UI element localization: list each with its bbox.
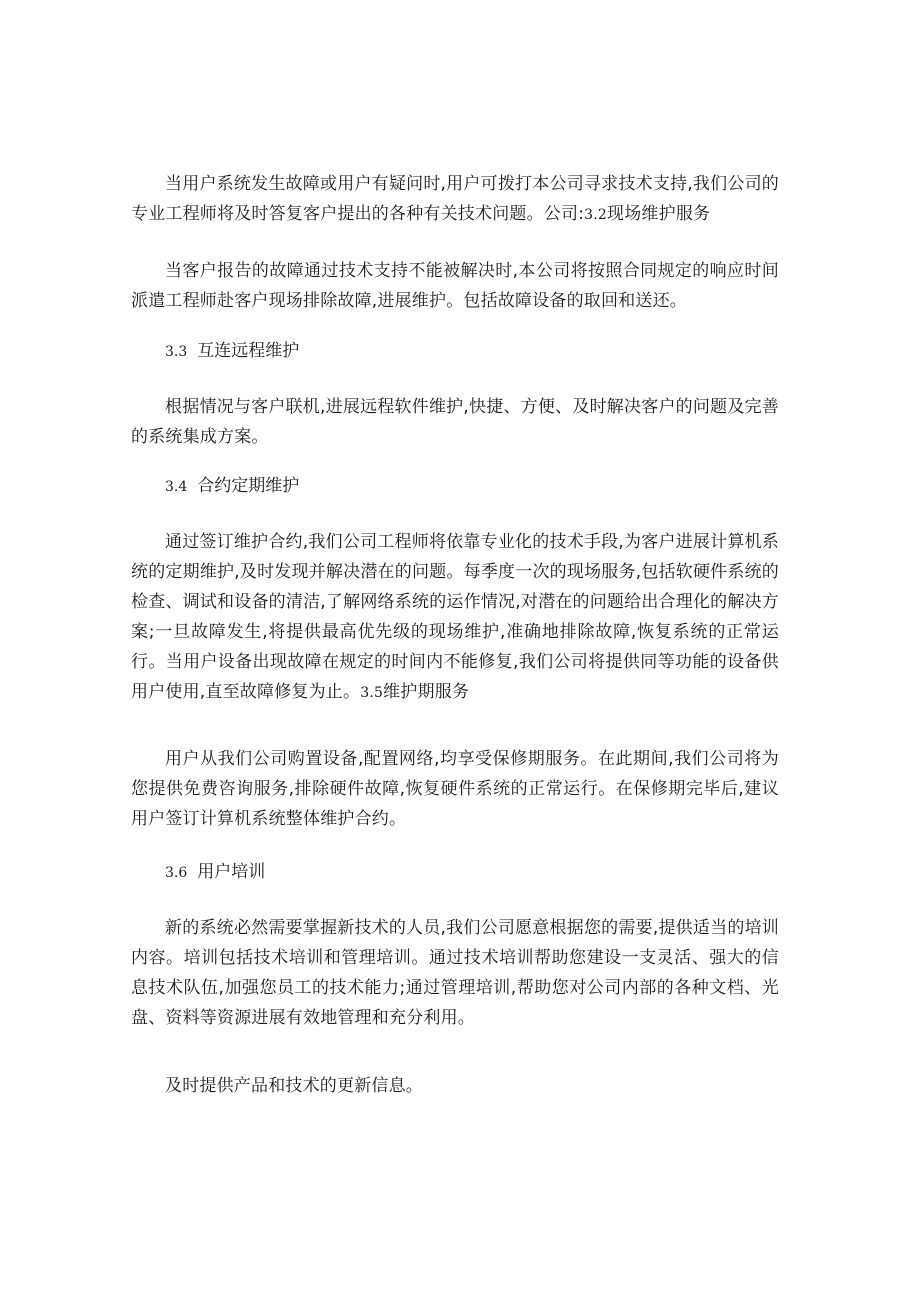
paragraph-onsite-maintenance: [131, 256, 779, 316]
section-number: 3.3: [165, 344, 188, 360]
paragraph-remote-maintenance: [131, 392, 779, 452]
paragraph-user-training: [131, 913, 779, 1033]
paragraph-text: 及时提供产品和技术的更新信息。: [165, 1076, 423, 1096]
section-number: 3.2: [584, 207, 608, 223]
section-heading-3-6: [165, 857, 265, 888]
section-title: 合约定期维护: [197, 476, 300, 496]
section-number: 3.5: [360, 685, 384, 701]
section-heading-3-3: [165, 336, 299, 367]
section-title: 用户培训: [197, 862, 266, 882]
section-title: 现场维护服务: [607, 204, 711, 224]
section-heading-3-4: [165, 471, 299, 502]
paragraph-update-info: [131, 1071, 779, 1101]
section-title: 互连远程维护: [197, 341, 300, 361]
section-number: 3.6: [165, 865, 188, 881]
paragraph-text: 新的系统必然需要掌握新技术的人员,我们公司愿意根据您的需要,提供适当的培训内容。培训包括技术培训和管理培训。通过技术培训帮助您建设一支灵活、强大的信息技术队伍,加强您员工的技术能力;通过管理培训,帮助您对公司内部的各种文档、光盘、资料等资源进展有效地管理和充分利用。: [131, 918, 779, 1028]
paragraph-technical-support: [131, 169, 779, 230]
paragraph-contract-maintenance: [131, 527, 779, 708]
paragraph-text: 用户从我们公司购置设备,配置网络,均享受保修期服务。在此期间,我们公司将为您提供免费咨询服务,排除硬件故障,恢复硬件系统的正常运行。在保修期完毕后,建议用户签订计算机系统整体维护合约。: [131, 749, 779, 829]
paragraph-text: 根据情况与客户联机,进展远程软件维护,快捷、方便、及时解决客户的问题及完善的系统集成方案。: [131, 397, 779, 447]
paragraph-text: 当用户系统发生故障或用户有疑问时,用户可拨打本公司寻求技术支持,我们公司的专业工程师将及时答复客户提出的各种有关技术问题。公司:: [131, 174, 779, 224]
section-number: 3.4: [165, 479, 188, 495]
section-title: 维护期服务: [383, 682, 470, 702]
paragraph-warranty-service: [131, 744, 779, 834]
paragraph-text: 通过签订维护合约,我们公司工程师将依靠专业化的技术手段,为客户进展计算机系统的定期维护,及时发现并解决潜在的问题。每季度一次的现场服务,包括软硬件系统的检查、调试和设备的清洁,了解网络系统的运作情况,对潜在的问题给出合理化的解决方案;一旦故障发生,将提供最高优先级的现场维护,准确地排除故障,恢复系统的正常运行。当用户设备出现故障在规定的时间内不能修复,我们公司将提供同等功能的设备供用户使用,直至故障修复为止。: [131, 532, 779, 702]
paragraph-text: 当客户报告的故障通过技术支持不能被解决时,本公司将按照合同规定的响应时间派遣工程师赴客户现场排除故障,进展维护。包括故障设备的取回和送还。: [131, 261, 779, 311]
